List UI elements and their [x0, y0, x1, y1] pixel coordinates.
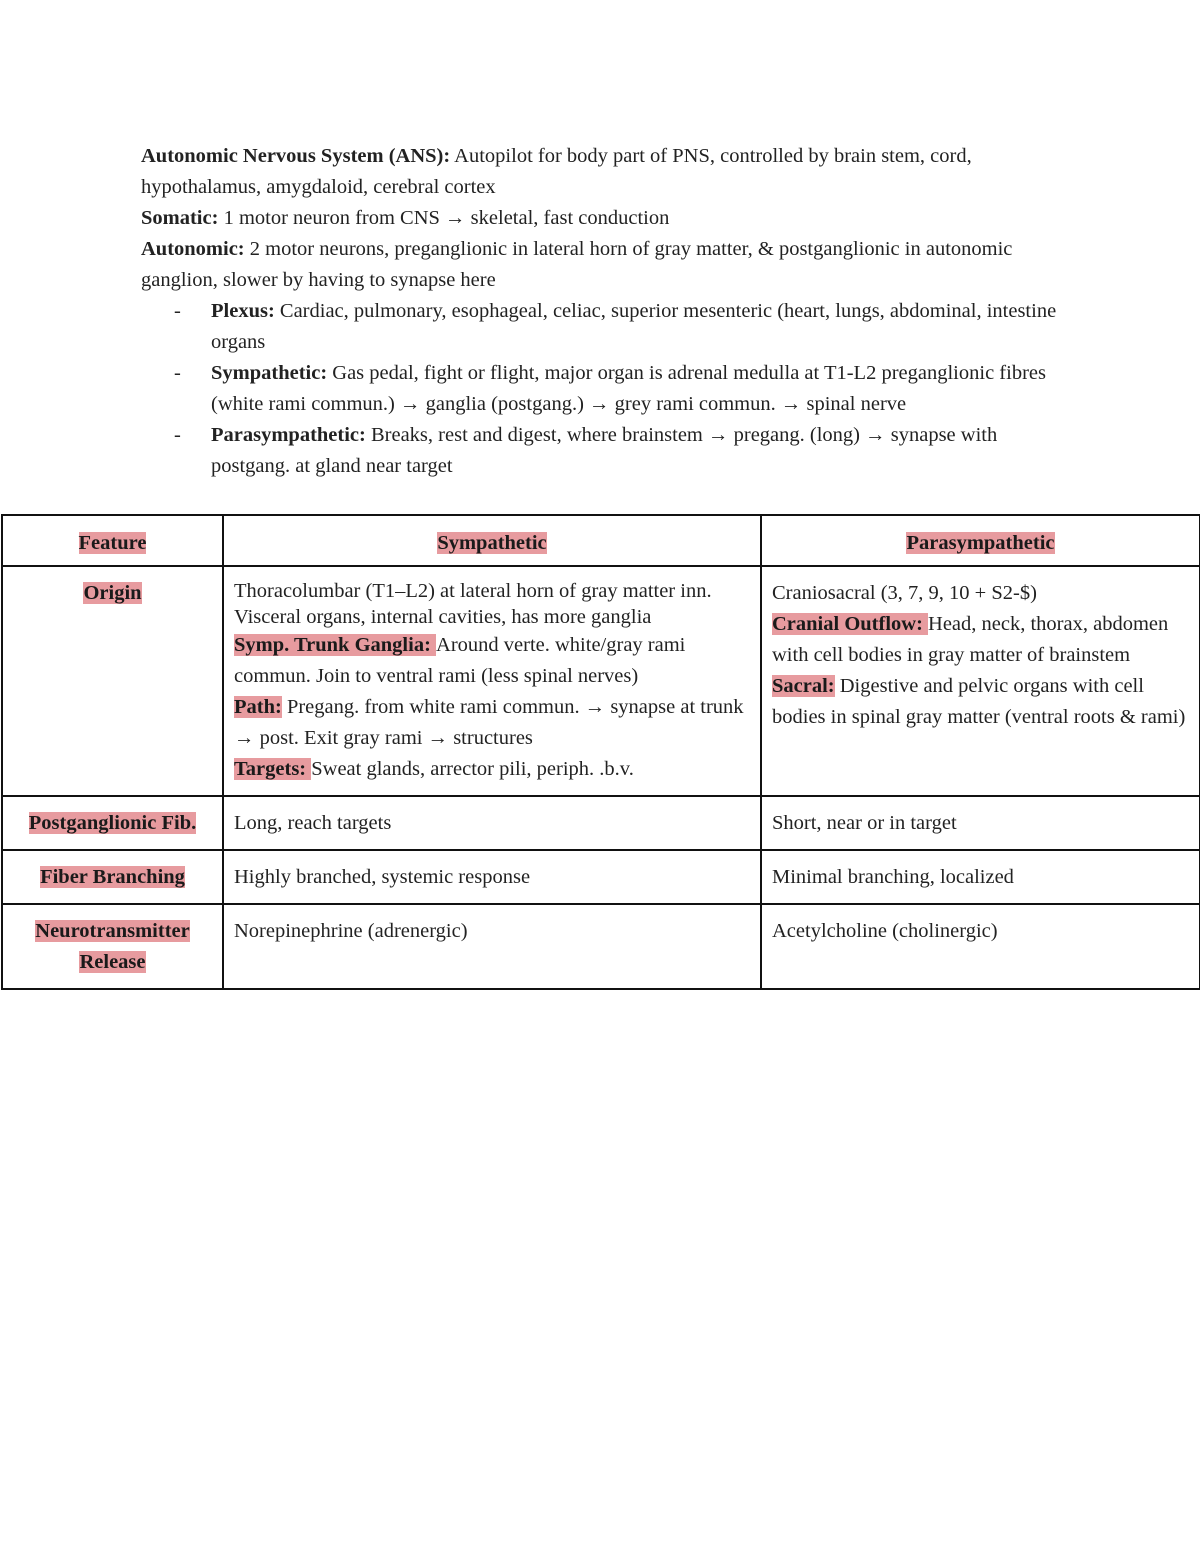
table-header-row [2, 515, 1200, 566]
somatic-label: Somatic: [141, 207, 219, 229]
symp-path-line [234, 692, 750, 754]
symp-path-label: Path: [234, 696, 282, 718]
symp-trunk-label: Symp. Trunk Ganglia: [234, 634, 437, 656]
list-item [141, 296, 1081, 358]
list-item [141, 420, 1081, 482]
feature-cell [2, 796, 223, 850]
parasympathetic-cell: Short, near or in target [761, 796, 1200, 850]
feature-fiber-branching: Fiber Branching [40, 866, 185, 888]
sympathetic-cell [223, 566, 761, 796]
parasympathetic-label: Parasympathetic: [211, 424, 366, 446]
sympathetic-text: Gas pedal, fight or flight, major organ is adrenal medulla at T1-L2 preganglionic fibres (white rami commun.) → ganglia (postgang.) → grey rami commun. → spinal nerve [211, 362, 1046, 415]
bullet-dash: - [174, 362, 181, 384]
plexus-text: Cardiac, pulmonary, esophageal, celiac, superior mesenteric (heart, lungs, abdominal, intestine organs [211, 300, 1057, 353]
symp-trunk-text: Around verte. white/gray rami commun. Join to ventral rami (less spinal nerves) [234, 634, 686, 687]
comparison-table [1, 514, 1200, 990]
notes-section [141, 141, 1081, 482]
sympathetic-label: Sympathetic: [211, 362, 328, 384]
feature-neurotransmitter: Neurotransmitter Release [35, 920, 190, 973]
feature-cell [2, 850, 223, 904]
symp-targets-text: Sweat glands, arrector pili, periph. .b.v. [311, 758, 634, 780]
sympathetic-cell: Long, reach targets [223, 796, 761, 850]
para-cranial-label: Cranial Outflow: [772, 613, 929, 635]
header-feature-label: Feature [78, 532, 147, 554]
somatic-text: 1 motor neuron from CNS → skeletal, fast conduction [218, 207, 670, 229]
para-sacral-label: Sacral: [772, 675, 835, 697]
autonomic-definition [141, 234, 1081, 296]
feature-cell [2, 566, 223, 796]
bullet-dash: - [174, 424, 181, 446]
feature-postganglionic: Postganglionic Fib. [28, 812, 197, 834]
ans-text: Autopilot for body part of PNS, controlled by brain stem, cord, hypothalamus, amygdaloid, cerebral cortex [141, 145, 972, 198]
header-sympathetic [223, 515, 761, 566]
bullet-list [141, 296, 1081, 482]
para-cranial-text: Head, neck, thorax, abdomen with cell bodies in gray matter of brainstem [772, 613, 1169, 666]
para-sacral-line [772, 671, 1189, 733]
ans-label: Autonomic Nervous System (ANS): [141, 145, 451, 167]
parasympathetic-cell: Minimal branching, localized [761, 850, 1200, 904]
feature-origin: Origin [83, 582, 142, 604]
plexus-label: Plexus: [211, 300, 275, 322]
symp-path-text: Pregang. from white rami commun. → synapse at trunk → post. Exit gray rami → structures [234, 696, 744, 749]
table-row [2, 796, 1200, 850]
header-feature [2, 515, 223, 566]
feature-cell [2, 904, 223, 989]
para-origin-intro: Craniosacral (3, 7, 9, 10 + S2-$) [772, 582, 1037, 604]
parasympathetic-text: Breaks, rest and digest, where brainstem → pregang. (long) → synapse with postgang. at gland near target [211, 424, 998, 477]
list-item [141, 358, 1081, 420]
sympathetic-cell: Norepinephrine (adrenergic) [223, 904, 761, 989]
sympathetic-cell: Highly branched, systemic response [223, 850, 761, 904]
somatic-definition [141, 203, 1081, 234]
autonomic-text: 2 motor neurons, preganglionic in lateral horn of gray matter, & postganglionic in autonomic ganglion, slower by having to synapse here [141, 238, 1013, 291]
symp-trunk-line [234, 630, 750, 692]
para-cranial-line [772, 609, 1189, 671]
table-row [2, 904, 1200, 989]
parasympathetic-cell: Acetylcholine (cholinergic) [761, 904, 1200, 989]
table-row [2, 566, 1200, 796]
ans-definition [141, 141, 1081, 203]
header-parasympathetic [761, 515, 1200, 566]
header-parasympathetic-label: Parasympathetic [906, 532, 1055, 554]
autonomic-label: Autonomic: [141, 238, 245, 260]
symp-origin-intro: Thoracolumbar (T1–L2) at lateral horn of gray matter inn. Visceral organs, internal cavities, has more ganglia [234, 580, 712, 628]
header-sympathetic-label: Sympathetic [437, 532, 547, 554]
bullet-dash: - [174, 300, 181, 322]
symp-targets-line [234, 754, 750, 785]
para-sacral-text: Digestive and pelvic organs with cell bodies in spinal gray matter (ventral roots & rami) [772, 675, 1186, 728]
table-row [2, 850, 1200, 904]
symp-targets-label: Targets: [234, 758, 312, 780]
parasympathetic-cell [761, 566, 1200, 796]
